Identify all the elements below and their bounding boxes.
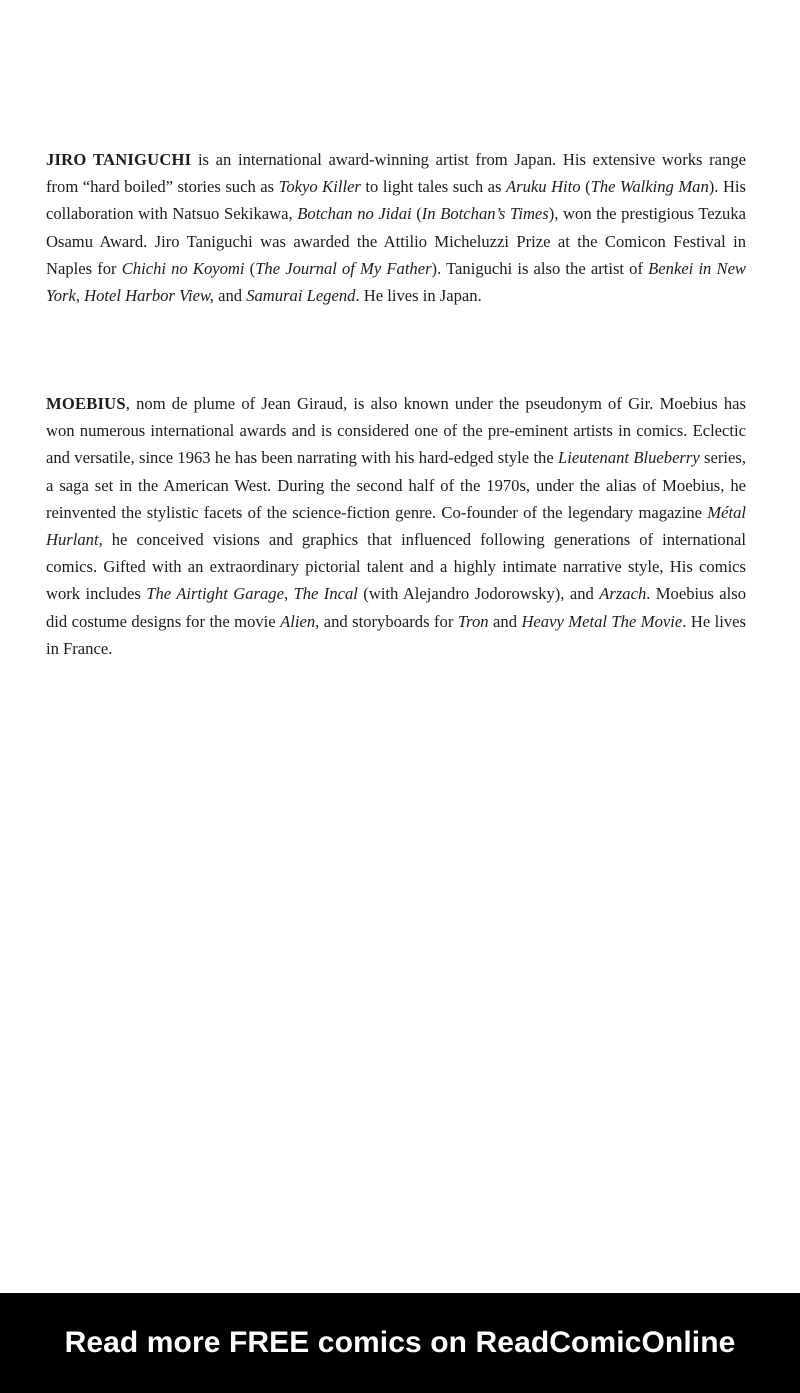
work-title: Alien: [280, 611, 316, 631]
work-title: Tokyo Killer: [278, 177, 361, 197]
banner-text: Read more FREE comics on ReadComicOnline: [64, 1326, 736, 1359]
bio-text: and: [213, 286, 247, 306]
work-title: Samurai Legend: [246, 286, 356, 306]
bio-text: . He lives in Japan.: [355, 286, 482, 306]
artist-name: MOEBIUS: [46, 394, 126, 413]
bio-text: ). His collaboration with Natsuo Sekikawa,: [46, 177, 746, 224]
bio-paragraph-taniguchi: [46, 146, 746, 309]
work-title: The Journal of My Father: [255, 258, 432, 278]
work-title: Benkei in New York, Hotel Harbor View,: [46, 258, 746, 306]
bio-text: series, a saga set in the American West. During the second half of the 1970s, under the alias of Moebius, he reinvented the stylistic facets of the science-fiction genre. Co-founder of the legendary magazine: [46, 448, 746, 522]
bio-text: . Moebius also did costume designs for the movie: [46, 584, 747, 631]
bio-text: (: [244, 258, 256, 278]
bio-text: and: [488, 611, 522, 631]
bio-text: , nom de plume of Jean Giraud, is also known under the pseudonym of Gir. Moebius has won numerous international awards and is considered one of the pre-eminent artists in comics. Eclectic and versatile, since 1963 he has been narrating with his hard-edged style the: [46, 394, 746, 468]
bio-text: is an international award-winning artist from Japan. His extensive works range from “hard boiled” stories such as: [46, 150, 746, 197]
work-title: In Botchan’s Times: [421, 204, 549, 224]
work-title: Aruku Hito: [506, 177, 581, 197]
promo-banner[interactable]: [0, 1293, 800, 1393]
work-title: Botchan no Jidai: [297, 204, 412, 224]
bio-text: ,: [283, 584, 294, 604]
bio-text: (: [580, 177, 591, 197]
work-title: Tron: [457, 611, 489, 631]
bio-text: to light tales such as: [360, 177, 506, 197]
bio-text: ), won the prestigious Tezuka Osamu Award. Jiro Taniguchi was awarded the Attilio Micheluzzi Prize at the Comicon Festival in Naples for: [46, 204, 747, 278]
bio-text: ). Taniguchi is also the artist of: [431, 258, 649, 278]
work-title: The Incal: [293, 584, 358, 604]
bio-text: (: [411, 204, 422, 224]
work-title: Métal Hurlant: [46, 502, 746, 550]
work-title: Chichi no Koyomi: [121, 258, 245, 278]
bio-paragraph-moebius: [46, 390, 746, 662]
bio-text: . He lives in France.: [46, 611, 746, 658]
work-title: The Walking Man: [590, 177, 709, 197]
work-title: The Airtight Garage: [146, 584, 284, 604]
work-title: Arzach: [599, 584, 647, 604]
artist-name: JIRO TANIGUCHI: [46, 150, 192, 169]
bio-text: , he conceived visions and graphics that influenced following generations of international comics. Gifted with an extraordinary pictorial talent and a highly intimate narrative style, His comics work includes: [46, 530, 746, 604]
work-title: Heavy Metal The Movie: [521, 611, 683, 631]
bio-text: , and storyboards for: [315, 611, 458, 631]
bio-text: (with Alejandro Jodorowsky), and: [357, 584, 600, 604]
work-title: Lieutenant Blueberry: [558, 448, 700, 468]
